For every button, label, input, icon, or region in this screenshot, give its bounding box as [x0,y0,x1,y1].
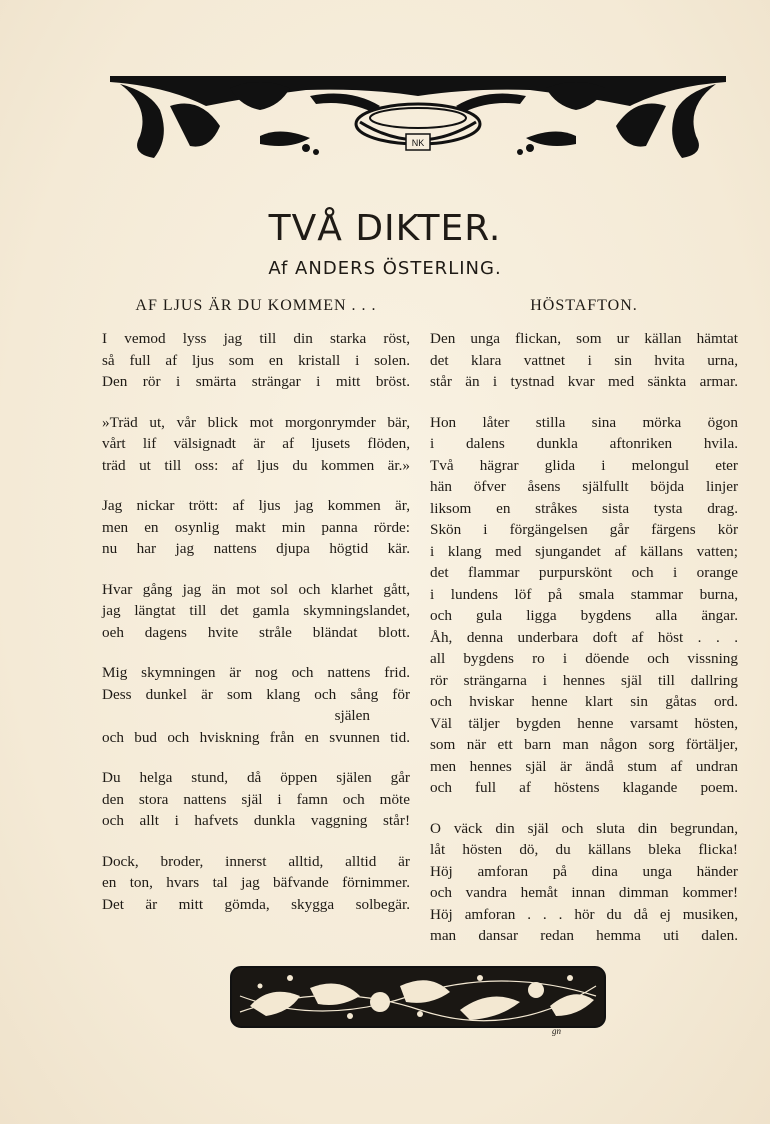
poem-line: och vandra hemåt innan dimman kommer! [430,884,738,901]
top-floral-ornament [110,66,726,162]
poem-line: Höj amforan . . . hör du då ej musiken, [430,905,738,923]
poem-line: vårt lif välsignadt är af ljusets flöden, [102,435,410,452]
poem-line: Det är mitt gömda, skygga solbegär. [102,895,410,913]
poem-line: men hennes själ är ändå stum af undran [430,757,738,775]
poem-line: i dalens dunkla aftonriken hvila. [430,435,738,452]
left-poem [102,294,410,934]
right-poem [430,294,738,966]
poem-line: rör strängarna i hennes själ till dallring [430,671,738,689]
poem-line: Den unga flickan, som ur källan hämtat [430,330,738,347]
poem-line: Väl täljer bygden henne varsamt hösten, [430,714,738,732]
poem-line: »Träd ut, vår blick mot morgonrymder bär, [102,413,410,431]
poem-line: I vemod lyss jag till din starka röst, [102,330,410,347]
poem-line: Åh, denna underbara doft af höst . . . [430,628,738,646]
stanza [102,495,410,560]
poem-line: i lundens löf på smala stammar burna, [430,585,738,603]
poem-line: Jag nickar trött: af ljus jag kommen är, [102,497,410,514]
poem-line: men en osynlig makt min panna rörde: [102,518,410,536]
poem-line: Hon låter stilla sina mörka ögon [430,413,738,431]
poem-line: Två hägrar glida i melongul eter [430,456,738,474]
bottom-floral-ornament [230,966,606,1028]
poem-line: O väck din själ och sluta din begrundan, [430,819,738,837]
poem-line: all bygdens ro i döende och vissning [430,650,738,667]
stanza [102,851,410,916]
poem-line: den stora nattens själ i famn och möte [102,790,410,808]
poem-line: Hvar gång jag än mot sol och klarhet gått, [102,580,410,598]
poem-line: Den rör i smärta strängar i mitt bröst. [102,373,410,390]
page-title: TVÅ DIKTER. [268,208,502,249]
ornament-monogram: NK [411,138,425,148]
stanza [102,662,410,748]
stanza [430,818,738,947]
poem-line: så full af ljus som en kristall i solen. [102,351,410,369]
poem-line: träd ut till oss: af ljus du kommen är.» [102,456,410,474]
stanza [102,579,410,644]
poem-line: hän öfver åsens själfullt böjda linjer [430,478,738,495]
poem-line: och full af höstens klagande poem. [430,779,738,796]
poem-line: Mig skymningen är nog och nattens frid. [102,664,410,681]
poem-line: och allt i hafvets dunkla vaggning står! [102,812,410,829]
stanza [430,328,738,393]
poem-line: står än i tystnad kvar med sänkta armar. [430,373,738,390]
poem-line: låt hösten dö, du källans bleka flicka! [430,841,738,858]
right-poem-title: HÖSTAFTON. [530,297,638,314]
poem-line: Dess dunkel är som klang och sång för [102,685,410,703]
poem-line: och bud och hviskning från en svunnen tid. [102,728,410,746]
stanza [102,328,410,393]
poem-line: en ton, hvars tal jag bäfvande förnimmer. [102,874,410,891]
author-line: Af ANDERS ÖSTERLING. [268,258,502,279]
poem-line: jag längtat till det gamla skymningslandet, [102,602,410,619]
poem-line: liksom en stråkes sista tysta drag. [430,499,738,517]
stanza [430,412,738,799]
poem-line: och hviskar henne klart sin gåtas ord. [430,693,738,710]
left-poem-title: AF LJUS ÄR DU KOMMEN . . . [135,297,377,314]
poem-line-overflow: själen [334,707,370,724]
stanza [102,767,410,832]
poem-line: Du helga stund, då öppen själen går [102,769,410,786]
illustrator-signature: gn [552,1026,561,1036]
poem-line: oeh dagens hvite stråle bländat blott. [102,623,410,641]
poem-line: det klara vattnet i sin hvita urna, [430,351,738,369]
poem-line: Skön i förgängelsen går färgens kör [430,521,738,538]
poem-line: och gula ligga bygdens alla ängar. [430,607,738,624]
poem-line: nu har jag nattens djupa högtid kär. [102,540,410,557]
poem-line: i klang med sjungandet af källans vatten; [430,542,738,560]
poem-line: det flammar purpurskönt och i orange [430,564,738,581]
poem-line: Dock, broder, innerst alltid, alltid är [102,852,410,870]
poem-line: man dansar redan hemma uti dalen. [430,927,738,944]
poem-line: som när ett barn man någon sorg förtäljer, [430,736,738,753]
stanza [102,412,410,477]
poem-line: Höj amforan på dina unga händer [430,862,738,880]
